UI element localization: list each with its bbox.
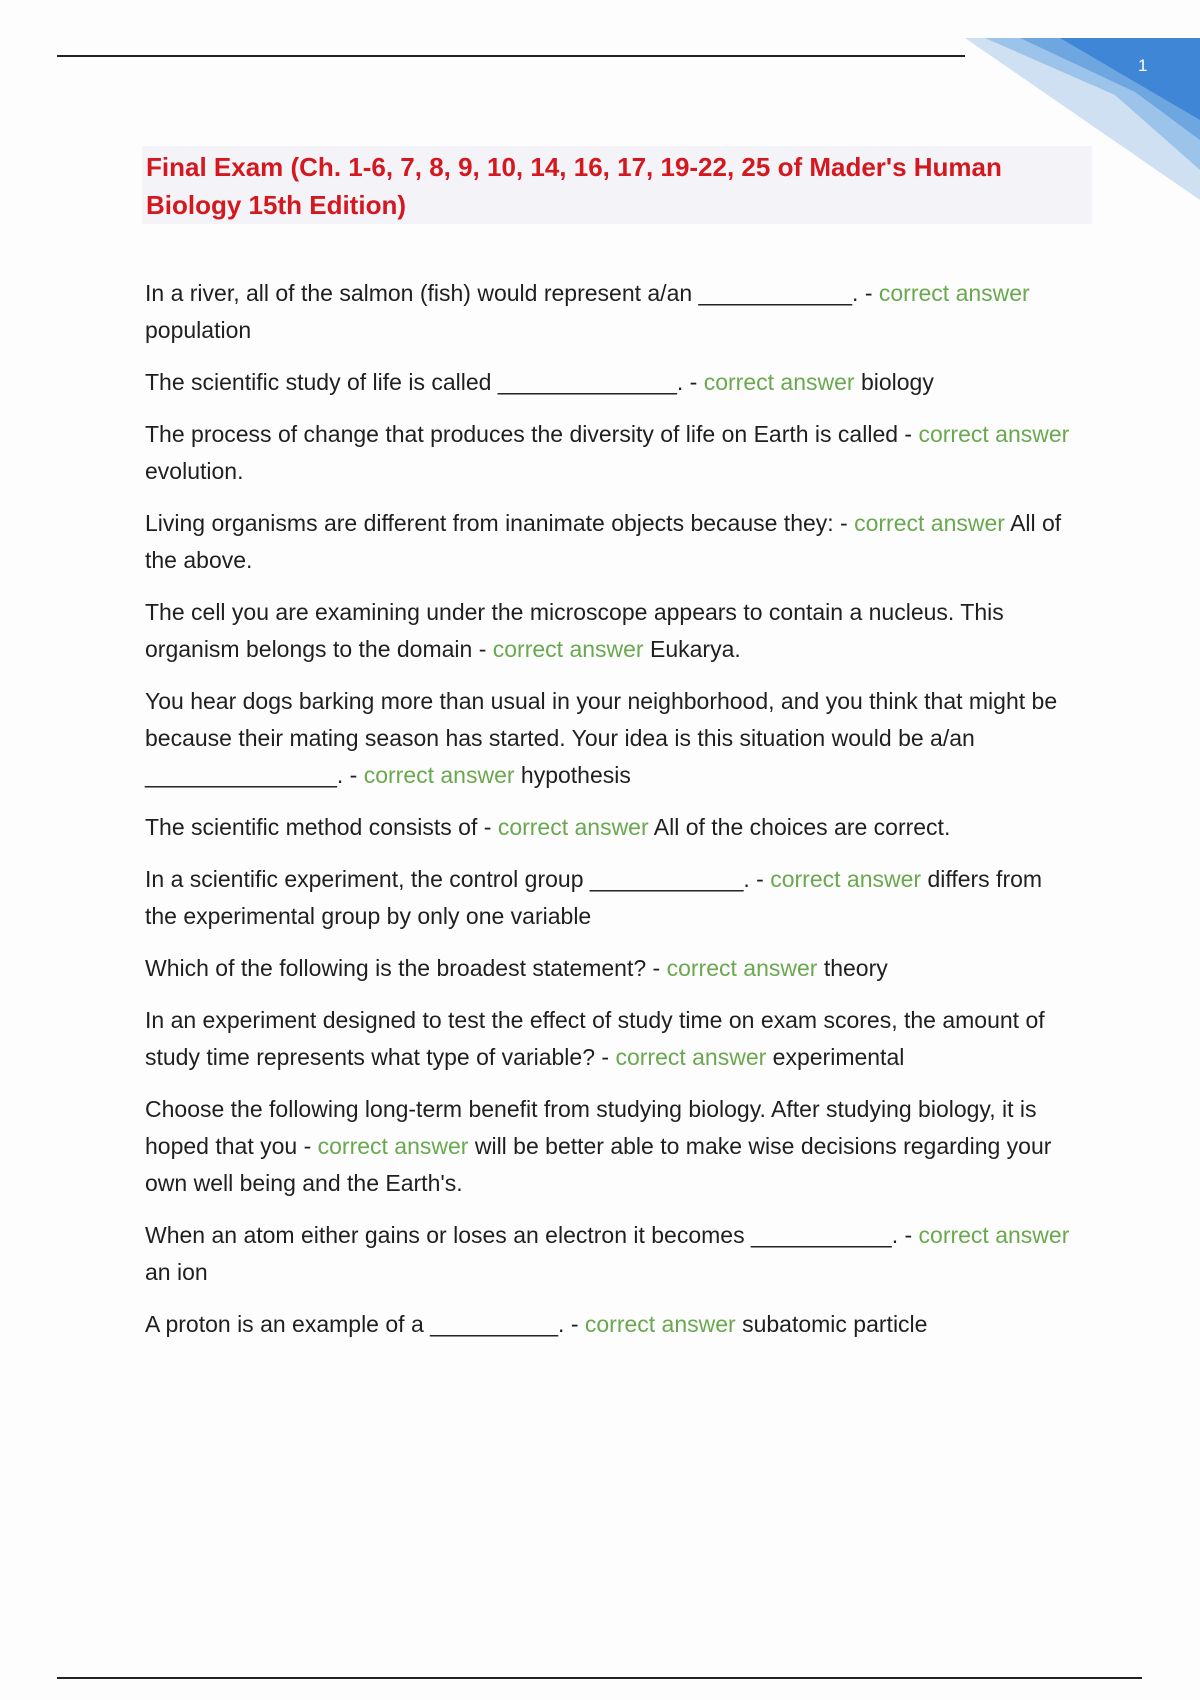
correct-answer-label: correct answer [584,1311,736,1337]
answer-text: will be better able to make wise decisions regarding your own well being and the Earth's. [145,1133,1052,1196]
correct-answer-label: correct answer [703,369,855,395]
correct-answer-label: correct answer [918,1222,1070,1248]
question-text: The scientific method consists of - [145,814,498,840]
correct-answer-label: correct answer [363,762,515,788]
answer-text: All of the above. [145,510,1062,573]
answer-text: hypothesis [520,762,631,788]
question-item [145,1091,1080,1202]
question-list [145,275,1080,1358]
question-text: In a river, all of the salmon (fish) would represent a/an ____________. - [145,280,879,306]
answer-text: biology [860,369,934,395]
answer-text: experimental [772,1044,905,1070]
question-text: You hear dogs barking more than usual in your neighborhood, and you think that might be because their mating season has started. Your idea is this situation would be a/an _______________. - [145,688,1058,788]
correct-answer-label: correct answer [497,814,649,840]
correct-answer-label: correct answer [770,866,922,892]
question-item [145,809,1080,846]
question-text: Choose the following long-term benefit from studying biology. After studying biology, it is hoped that you - [145,1096,1037,1159]
correct-answer-label: correct answer [666,955,818,981]
answer-text: theory [823,955,888,981]
answer-text: evolution. [145,458,244,484]
question-item [145,950,1080,987]
answer-text: an ion [145,1259,208,1285]
document-title: Final Exam (Ch. 1-6, 7, 8, 9, 10, 14, 16, 17, 19-22, 25 of Mader's Human Biology 15th Edition) [146,152,1002,220]
question-item [145,364,1080,401]
question-item [145,275,1080,349]
question-item [145,416,1080,490]
question-item [145,1217,1080,1291]
question-text: A proton is an example of a __________. - [145,1311,585,1337]
question-text: The scientific study of life is called ______________. - [145,369,704,395]
question-text: The process of change that produces the diversity of life on Earth is called - [145,421,919,447]
answer-text: subatomic particle [742,1311,928,1337]
question-item [145,1306,1080,1343]
question-text: When an atom either gains or loses an electron it becomes ___________. - [145,1222,919,1248]
correct-answer-label: correct answer [615,1044,767,1070]
question-item [145,861,1080,935]
answer-text: population [145,317,252,343]
footer-rule [57,1677,1142,1679]
question-text: Which of the following is the broadest statement? - [145,955,667,981]
correct-answer-label: correct answer [317,1133,469,1159]
page-number: 1 [1138,56,1148,75]
question-text: The cell you are examining under the microscope appears to contain a nucleus. This organism belongs to the domain - [145,599,1004,662]
answer-text: differs from the experimental group by only one variable [145,866,1043,929]
question-item [145,505,1080,579]
question-text: Living organisms are different from inanimate objects because they: - [145,510,855,536]
question-item [145,1002,1080,1076]
answer-text: Eukarya. [649,636,741,662]
question-text: In an experiment designed to test the effect of study time on exam scores, the amount of study time represents what type of variable? - [145,1007,1045,1070]
correct-answer-label: correct answer [854,510,1005,536]
correct-answer-label: correct answer [878,280,1030,306]
question-item [145,683,1080,794]
correct-answer-label: correct answer [918,421,1070,447]
question-item [145,594,1080,668]
correct-answer-label: correct answer [492,636,644,662]
header-rule [57,55,965,57]
question-text: In a scientific experiment, the control group ____________. - [145,866,771,892]
answer-text: All of the choices are correct. [653,814,951,840]
